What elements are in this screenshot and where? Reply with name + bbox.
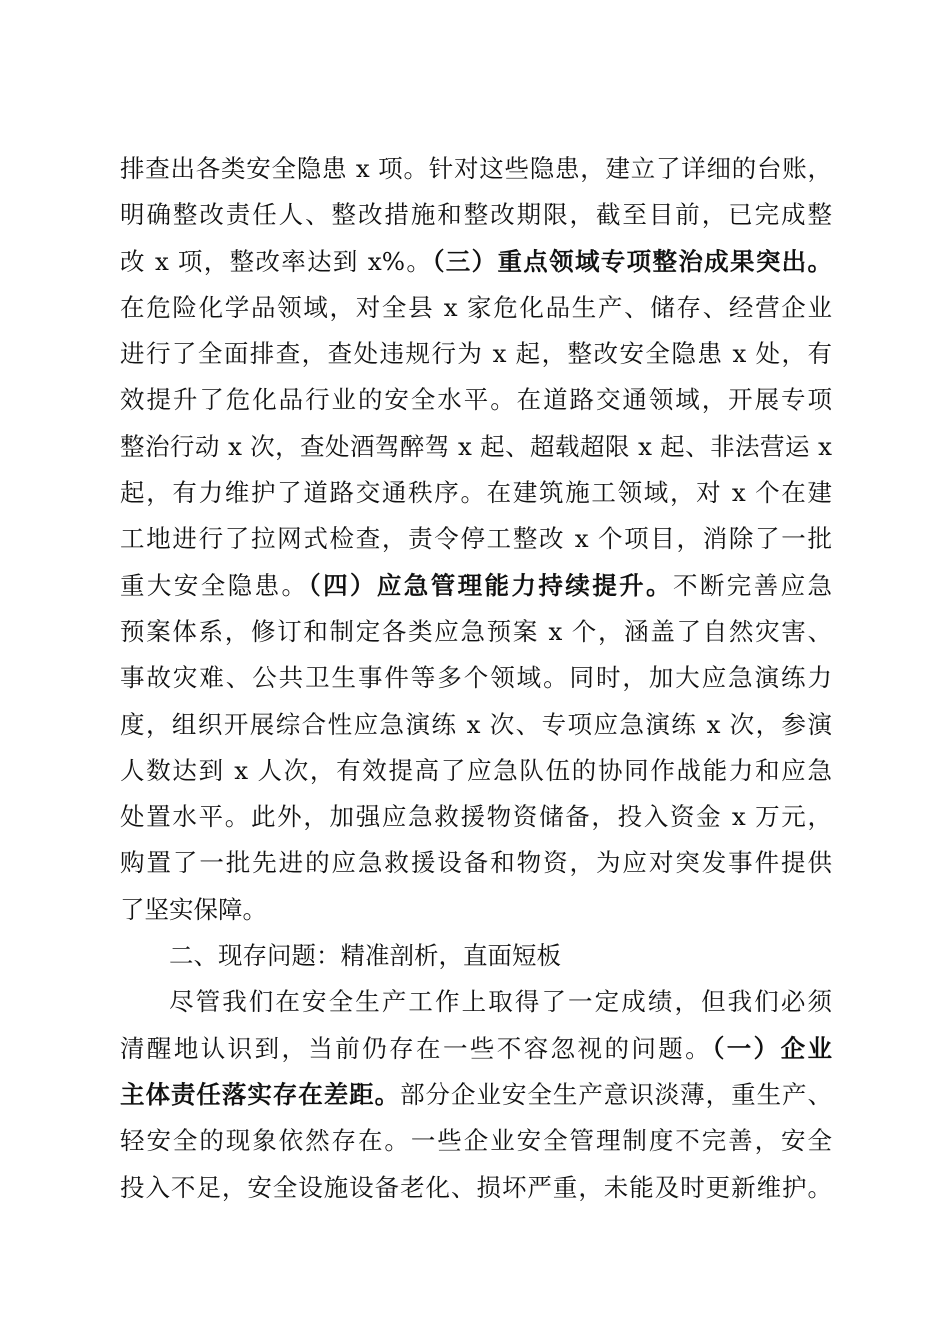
text-segment: 事故灾难、公共卫生事件等多个领域。同时，加大应急演练力	[120, 663, 832, 693]
bold-phrase: （一）企业	[712, 1033, 832, 1063]
text-line	[120, 470, 832, 516]
text-line	[120, 516, 832, 562]
body-text	[120, 146, 832, 1211]
text-segment: 重大安全隐患。	[120, 570, 309, 600]
text-segment: 进行了全面排查，查处违规行为 x 起，整改安全隐患 x 处，有	[120, 339, 832, 369]
text-segment: 在危险化学品领域，对全县 x 家危化品生产、储存、经营企业	[120, 292, 832, 322]
text-line	[120, 1072, 832, 1118]
text-segment: 二、现存问题：精准剖析，直面短板	[169, 941, 561, 971]
text-segment: 尽管我们在安全生产工作上取得了一定成绩，但我们必须	[169, 987, 832, 1017]
text-line	[120, 1026, 832, 1072]
bold-phrase: （三）重点领域专项整治成果突出。	[432, 246, 832, 276]
text-segment: 轻安全的现象依然存在。一些企业安全管理制度不完善，安全	[120, 1126, 832, 1156]
section-heading	[120, 933, 832, 979]
text-segment: 效提升了危化品行业的安全水平。在道路交通领域，开展专项	[120, 385, 832, 415]
text-line	[120, 748, 832, 794]
text-line	[120, 239, 832, 285]
text-segment: 起，有力维护了道路交通秩序。在建筑施工领域，对 x 个在建	[120, 478, 832, 508]
text-segment: 工地进行了拉网式检查，责令停工整改 x 个项目，消除了一批	[120, 524, 832, 554]
bold-phrase: 主体责任落实存在差距。	[120, 1079, 401, 1109]
text-segment: 清醒地认识到，当前仍存在一些不容忽视的问题。	[120, 1033, 713, 1063]
text-line	[120, 1165, 832, 1211]
text-segment: 改 x 项，整改率达到 x%。	[120, 246, 433, 276]
text-segment: 购置了一批先进的应急救援设备和物资，为应对突发事件提供	[120, 848, 832, 878]
text-line	[120, 377, 832, 423]
text-line	[120, 563, 832, 609]
text-line	[120, 609, 832, 655]
text-segment: 处置水平。此外，加强应急救援物资储备，投入资金 x 万元，	[120, 802, 832, 832]
text-segment: 明确整改责任人、整改措施和整改期限，截至目前，已完成整	[120, 200, 832, 230]
bold-phrase: （四）应急管理能力持续提升。	[308, 570, 673, 600]
text-line	[120, 702, 832, 748]
text-segment: 人数达到 x 人次，有效提高了应急队伍的协同作战能力和应急	[120, 755, 832, 785]
text-line	[120, 146, 832, 192]
text-segment: 不断完善应急	[672, 570, 832, 600]
text-line	[120, 887, 832, 933]
text-segment: 度，组织开展综合性应急演练 x 次、专项应急演练 x 次，参演	[120, 709, 832, 739]
text-line	[120, 424, 832, 470]
text-segment: 排查出各类安全隐患 x 项。针对这些隐患，建立了详细的台账，	[120, 154, 832, 183]
text-segment: 了坚实保障。	[120, 894, 267, 924]
text-line	[120, 794, 832, 840]
text-line	[120, 840, 832, 886]
text-line	[120, 331, 832, 377]
text-line	[120, 655, 832, 701]
text-line	[120, 1118, 832, 1164]
text-line	[120, 192, 832, 238]
text-segment: 整治行动 x 次，查处酒驾醉驾 x 起、超载超限 x 起、非法营运 x	[120, 431, 832, 461]
text-segment: 部分企业安全生产意识淡薄，重生产、	[400, 1079, 832, 1109]
text-line	[120, 285, 832, 331]
text-segment: 预案体系，修订和制定各类应急预案 x 个，涵盖了自然灾害、	[120, 616, 832, 646]
text-line	[120, 979, 832, 1025]
text-segment: 投入不足，安全设施设备老化、损坏严重，未能及时更新维护。	[120, 1172, 832, 1202]
